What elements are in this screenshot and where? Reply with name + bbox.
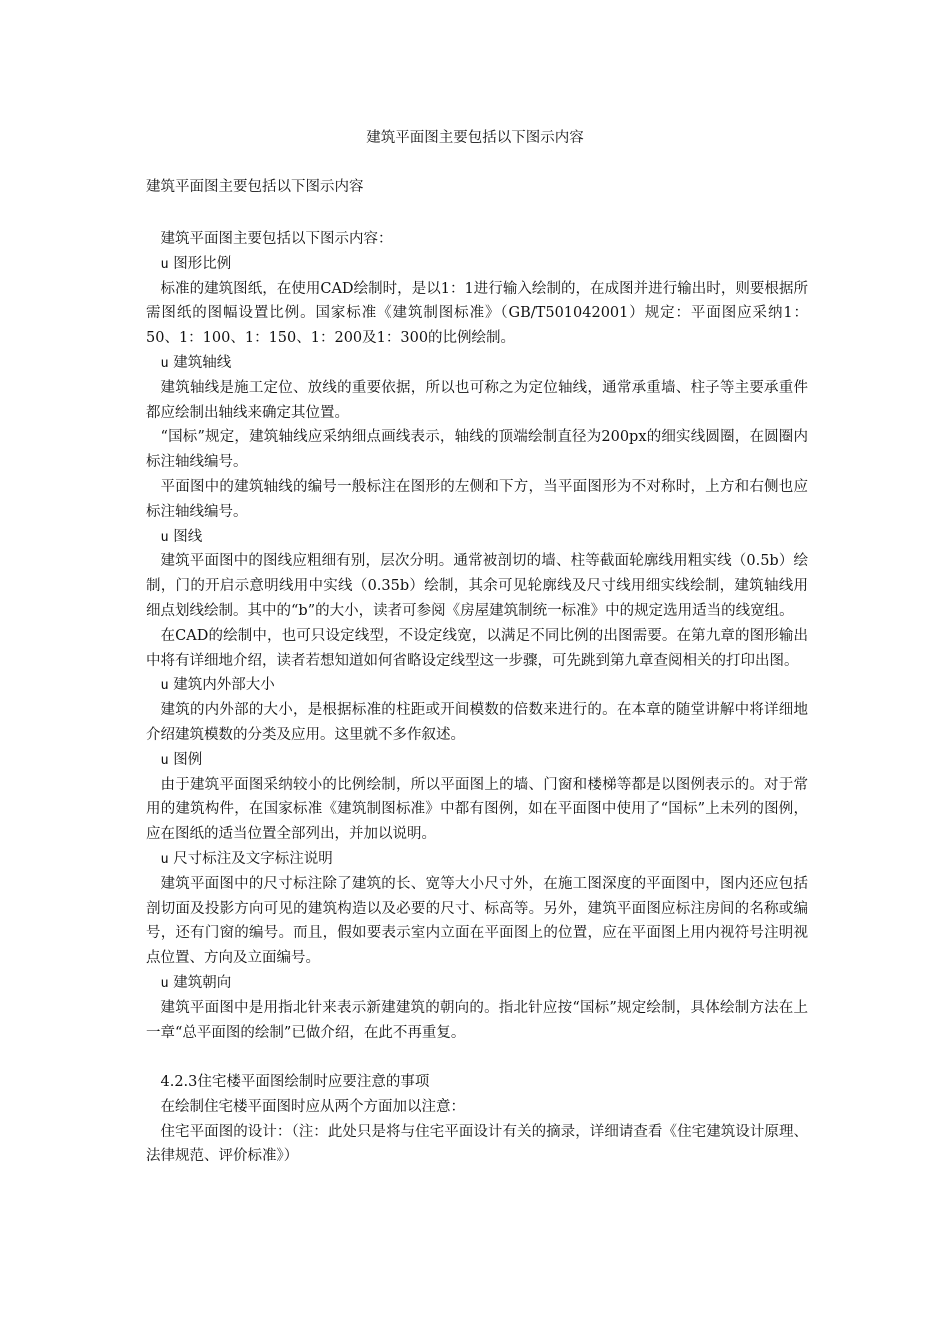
bullet-heading-text: 尺寸标注及文字标注说明 bbox=[173, 850, 333, 867]
body-paragraph: 建筑平面图中的尺寸标注除了建筑的长、宽等大小尺寸外，在施工图深度的平面图中，图内还应包括剖切面及投影方向可见的建筑构造以及必要的尺寸、标高等。另外，建筑平面图应标注房间的名称或编号，还有门窗的编号。而且，假如要表示室内立面在平面图上的位置，应在平面图上用内视符号注明视点位置、方向及立面编号。 bbox=[146, 875, 808, 967]
document-subtitle: 建筑平面图主要包括以下图示内容 bbox=[146, 179, 364, 195]
bullet-mark: u bbox=[160, 850, 169, 867]
body-paragraph: 建筑平面图中是用指北针来表示新建建筑的朝向的。指北针应按“国标”规定绘制，具体绘制方法在上一章“总平面图的绘制”已做介绍，在此不再重复。 bbox=[146, 999, 808, 1041]
bullet-heading-text: 图线 bbox=[173, 528, 203, 545]
bullet-mark: u bbox=[160, 354, 169, 371]
bullet-heading bbox=[146, 351, 808, 376]
bullet-heading-text: 图形比例 bbox=[173, 255, 232, 272]
bullet-heading-text: 建筑内外部大小 bbox=[173, 677, 275, 694]
document-title: 建筑平面图主要包括以下图示内容 bbox=[366, 130, 584, 146]
bullet-heading bbox=[146, 748, 808, 773]
bullet-mark: u bbox=[160, 974, 169, 991]
body-paragraph: 由于建筑平面图采纳较小的比例绘制，所以平面图上的墙、门窗和楼梯等都是以图例表示的。对于常用的建筑构件，在国家标准《建筑制图标准》中都有图例，如在平面图中使用了“国标”上未列的图例，应在图纸的适当位置全部列出，并加以说明。 bbox=[146, 776, 808, 843]
bullet-mark: u bbox=[160, 751, 169, 768]
bullet-heading bbox=[146, 252, 808, 277]
bullet-mark: u bbox=[160, 528, 169, 545]
bullet-mark: u bbox=[160, 255, 169, 272]
body-paragraph: 住宅平面图的设计：（注：此处只是将与住宅平面设计有关的摘录，详细请查看《住宅建筑设计原理、法律规范、评价标准》） bbox=[146, 1123, 808, 1165]
body-paragraph: “国标”规定，建筑轴线应采纳细点画线表示，轴线的顶端绘制直径为200px的细实线圆圈，在圆圈内标注轴线编号。 bbox=[146, 429, 808, 471]
body-paragraph: 在绘制住宅楼平面图时应从两个方面加以注意： bbox=[160, 1098, 465, 1115]
body-paragraph: 在CAD的绘制中，也可只设定线型，不设定线宽，以满足不同比例的出图需要。在第九章的图形输出中将有详细地介绍，读者若想知道如何省略设定线型这一步骤，可先跳到第九章查阅相关的打印出图。 bbox=[146, 627, 809, 669]
body-paragraph: 建筑的内外部的大小，是根据标准的柱距或开间模数的倍数来进行的。在本章的随堂讲解中将详细地介绍建筑模数的分类及应用。这里就不多作叙述。 bbox=[146, 702, 808, 743]
bullet-heading bbox=[146, 525, 808, 550]
body-paragraph: 标准的建筑图纸，在使用CAD绘制时，是以1：1进行输入绘制的，在成图并进行输出时，则要根据所需图纸的图幅设置比例。国家标准《建筑制图标准》（GB/T501042001）规定：平面图应采纳1：50、1：100、1：150、1：200及1：300的比例绘制。 bbox=[146, 280, 808, 347]
bullet-heading bbox=[146, 971, 808, 996]
body-paragraph: 建筑平面图中的图线应粗细有别，层次分明。通常被剖切的墙、柱等截面轮廓线用粗实线（0.5b）绘制，门的开启示意明线用中实线（0.35b）绘制，其余可见轮廓线及尺寸线用细实线绘制，建筑轴线用细点划线绘制。其中的“b”的大小，读者可参阅《房屋建筑制统一标准》中的规定选用适当的线宽组。 bbox=[146, 553, 808, 619]
body-paragraph: 4.2.3住宅楼平面图绘制时应要注意的事项 bbox=[160, 1074, 430, 1091]
bullet-heading-text: 建筑朝向 bbox=[173, 974, 232, 991]
body-paragraph: 建筑平面图主要包括以下图示内容： bbox=[160, 231, 393, 247]
bullet-heading-text: 图例 bbox=[173, 751, 203, 768]
body-paragraph: 平面图中的建筑轴线的编号一般标注在图形的左侧和下方，当平面图形为不对称时，上方和右侧也应标注轴线编号。 bbox=[146, 478, 808, 520]
body-paragraph: 建筑轴线是施工定位、放线的重要依据，所以也可称之为定位轴线，通常承重墙、柱子等主要承重件都应绘制出轴线来确定其位置。 bbox=[146, 379, 808, 421]
document-body bbox=[146, 227, 808, 1169]
bullet-mark: u bbox=[160, 677, 169, 694]
bullet-heading bbox=[146, 847, 808, 872]
bullet-heading bbox=[146, 673, 808, 698]
bullet-heading-text: 建筑轴线 bbox=[173, 354, 232, 371]
